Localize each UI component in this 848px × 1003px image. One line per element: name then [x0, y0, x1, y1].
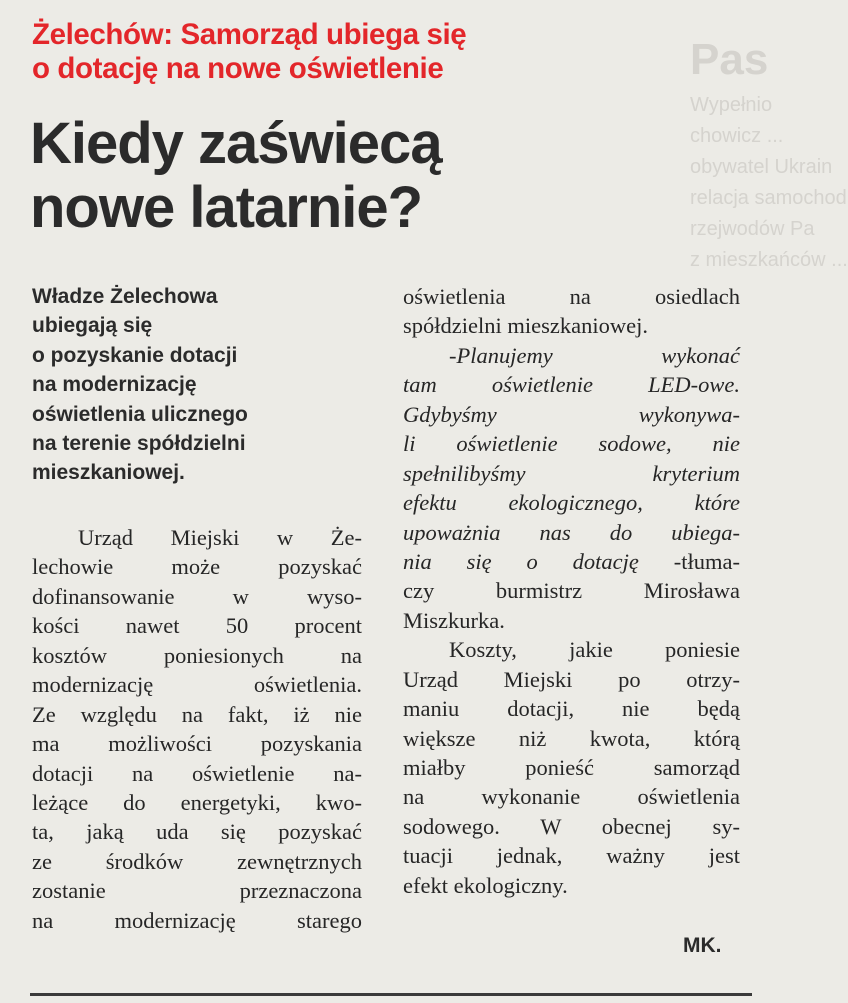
kicker-line: o dotację na nowe oświetlenie	[32, 52, 444, 85]
body-line: efekt ekologiczny.	[403, 872, 568, 898]
article-lead	[32, 282, 362, 488]
bleed-line: Pas	[690, 35, 769, 84]
lead-line: oświetlenia ulicznego	[32, 402, 248, 426]
headline-line: Kiedy zaświecą	[30, 111, 442, 176]
body-line: Urząd Miejski w Że-	[78, 525, 362, 550]
body-line: ta, jaką uda się pozyskać	[32, 819, 362, 845]
quote-line: li oświetlenie sodowe, nie	[403, 431, 740, 457]
body-line: kości nawet 50 procent	[32, 613, 362, 639]
quote-line: upoważnia nas do ubiega-	[403, 519, 740, 545]
body-line: dofinansowanie w wyso-	[32, 583, 362, 609]
body-line: leżące do energetyki, kwo-	[32, 789, 362, 815]
body-line: kosztów poniesionych na	[32, 642, 362, 668]
quote-line: tam oświetlenie LED-owe.	[403, 372, 740, 398]
quote-line: -Planujemy wykonać	[449, 342, 740, 368]
lead-line: Władze Żelechowa	[32, 285, 218, 308]
body-line: sodowego. W obecnej sy-	[403, 813, 740, 839]
body-column-right	[403, 282, 740, 900]
lead-line: o pozyskanie dotacji	[32, 343, 238, 367]
quote-line: Gdybyśmy wykonywa-	[403, 401, 740, 427]
bleed-line: z mieszkańców ...	[690, 249, 848, 271]
body-line: ze środków zewnętrznych	[32, 848, 362, 874]
body-line: dotacji na oświetlenie na-	[32, 760, 362, 786]
body-line: Ze względu na fakt, iż nie	[32, 701, 362, 727]
body-line: spółdzielni mieszkaniowej.	[403, 313, 648, 339]
body-line: zostanie przeznaczona	[32, 878, 362, 904]
bleed-line: chowicz ...	[690, 125, 784, 147]
bleed-line: rzejwodów Pa	[690, 218, 815, 240]
body-line: Urząd Miejski po otrzy-	[403, 666, 740, 692]
article-kicker	[32, 18, 692, 86]
body-line: tuacji jednak, ważny jest	[403, 843, 740, 869]
body-line-mixed	[403, 547, 740, 576]
body-line: większe niż kwota, którą	[403, 725, 740, 751]
body-column-left	[32, 523, 362, 935]
body-line: Koszty, jakie poniesie	[449, 637, 740, 663]
quote-line: spełnilibyśmy kryterium	[403, 460, 740, 486]
author-signature: MK.	[683, 934, 722, 957]
headline-line: nowe latarnie?	[30, 175, 423, 240]
lead-line: na terenie spółdzielni	[32, 432, 246, 456]
bottom-rule	[30, 993, 752, 996]
lead-line: na modernizację	[32, 373, 197, 397]
quote-fragment: nia się o dotację	[403, 548, 639, 574]
body-line: maniu dotacji, nie będą	[403, 696, 740, 722]
bleed-line: Wypełnio	[690, 94, 773, 116]
body-line: lechowie może pozyskać	[32, 554, 362, 580]
kicker-line: Żelechów: Samorząd ubiega się	[32, 18, 467, 51]
attribution-fragment: -tłuma-	[673, 548, 740, 574]
body-line: Miszkurka.	[403, 607, 505, 633]
body-line: czy burmistrz Mirosława	[403, 578, 740, 604]
body-line: oświetlenia na osiedlach	[403, 284, 740, 309]
bleed-line: obywatel Ukrain	[690, 156, 833, 178]
article-headline	[30, 112, 690, 240]
lead-line: ubiegają się	[32, 314, 153, 338]
body-line: ma możliwości pozyskania	[32, 731, 362, 757]
body-line: modernizację oświetlenia.	[32, 672, 362, 698]
lead-line: mieszkaniowej.	[32, 461, 185, 485]
body-line: miałby ponieść samorząd	[403, 755, 740, 780]
body-line: na wykonanie oświetlenia	[403, 784, 740, 810]
body-line: na modernizację starego	[32, 907, 362, 933]
quote-line: efektu ekologicznego, które	[403, 490, 740, 516]
bleed-line: relacja samochod	[690, 187, 847, 209]
